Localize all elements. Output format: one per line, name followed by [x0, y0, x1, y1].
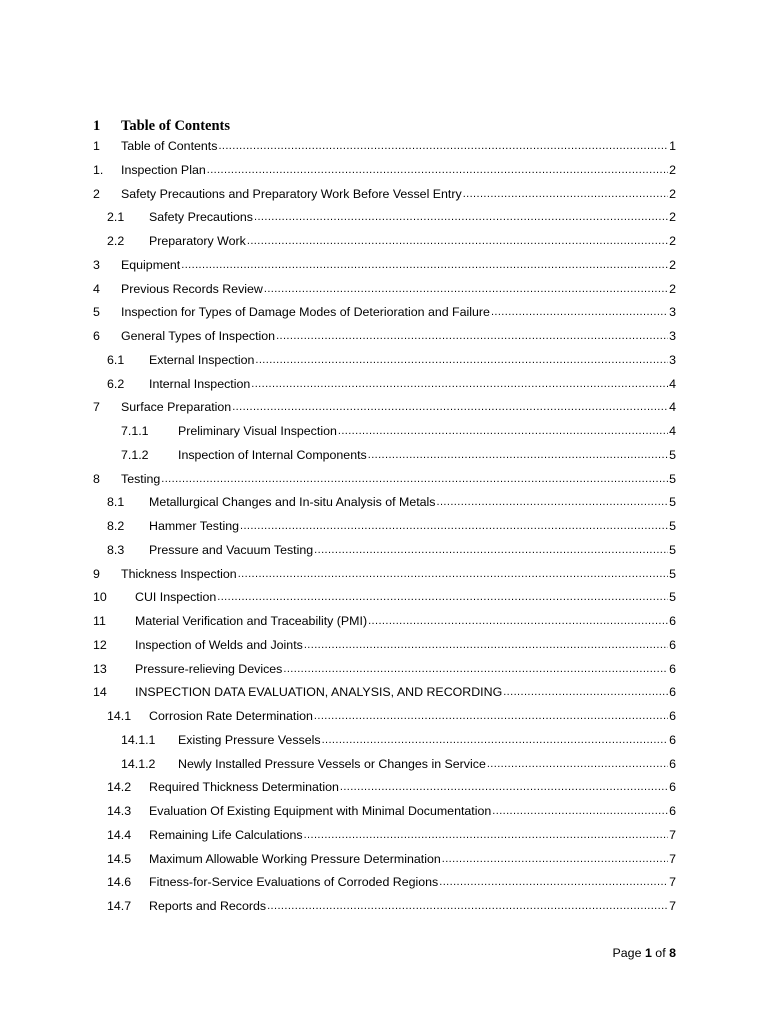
toc-entry[interactable] [107, 492, 676, 512]
toc-dot-leader [283, 663, 668, 679]
toc-entry[interactable] [107, 801, 676, 821]
toc-entry-page: 4 [669, 400, 676, 415]
toc-entry[interactable] [93, 682, 676, 702]
toc-entry-title: General Types of Inspection [121, 329, 276, 343]
toc-entry-number: 2 [93, 186, 100, 201]
toc-entry-number: 12 [93, 637, 107, 652]
toc-entry-title: Preparatory Work [149, 234, 246, 248]
toc-entry-number: 6.1 [107, 352, 125, 367]
toc-entry-number: 1 [93, 139, 100, 153]
toc-dot-leader [251, 378, 668, 394]
toc-entry-title: Required Thickness Determination [149, 780, 339, 795]
toc-entry-title: Inspection for Types of Damage Modes of Deterioration and Failure [121, 305, 490, 320]
toc-dot-leader [181, 259, 668, 275]
toc-dot-leader [322, 734, 669, 750]
toc-dot-leader [338, 425, 668, 441]
toc-entry-page: 2 [669, 257, 676, 272]
toc-entry-title: Existing Pressure Vessels [178, 732, 321, 747]
toc-entry-title: Newly Installed Pressure Vessels or Changes in Service [178, 756, 486, 771]
toc-entry[interactable] [93, 279, 676, 299]
toc-entry-title: Reports and Records [149, 899, 267, 913]
toc-entry-number: 14 [93, 685, 107, 700]
toc-entry-page: 2 [669, 281, 676, 296]
toc-entry-number: 7.1.2 [121, 447, 149, 462]
toc-entry[interactable] [93, 635, 676, 655]
toc-entry-title: Hammer Testing [149, 519, 239, 533]
toc-entry-number: 4 [93, 281, 100, 296]
toc-entry-page: 2 [669, 162, 676, 177]
footer-current-page: 1 [644, 946, 652, 960]
toc-entry-title: External Inspection [149, 352, 255, 367]
toc-entry-number: 13 [93, 661, 107, 676]
toc-entry[interactable] [107, 231, 676, 251]
toc-entry-title: Surface Preparation [121, 400, 232, 415]
toc-entry-title: Equipment [121, 257, 181, 272]
toc-entry[interactable] [93, 564, 676, 584]
toc-entry-page: 6 [669, 614, 676, 628]
toc-entry-title: Metallurgical Changes and In-situ Analysis of Metals [149, 495, 436, 510]
toc-entry-number: 2.1 [107, 210, 125, 225]
toc-entry[interactable] [93, 136, 676, 156]
toc-entry-title: INSPECTION DATA EVALUATION, ANALYSIS, AND RECORDING [135, 685, 503, 700]
toc-entry-page: 5 [669, 519, 676, 533]
toc-dot-leader [254, 211, 668, 227]
toc-entry-number: 14.5 [107, 851, 132, 866]
toc-dot-leader [232, 401, 668, 417]
toc-entry-title: Table of Contents [121, 139, 218, 153]
toc-entry-number: 5 [93, 305, 100, 320]
toc-entry[interactable] [93, 659, 676, 679]
toc-entry[interactable] [121, 421, 676, 441]
toc-entry[interactable] [93, 160, 676, 180]
toc-heading-number: 1 [93, 118, 101, 134]
toc-entry[interactable] [121, 754, 676, 774]
toc-dot-leader [304, 639, 668, 655]
toc-dot-leader [492, 805, 668, 821]
toc-entry-number: 14.1 [107, 709, 132, 723]
toc-entry-number: 14.4 [107, 827, 132, 842]
toc-entry-number: 7 [93, 400, 100, 415]
toc-entry[interactable] [93, 184, 676, 204]
footer-page-label: Page [612, 946, 642, 960]
toc-entry-page: 6 [669, 637, 676, 652]
toc-entry-page: 3 [669, 329, 676, 343]
toc-dot-leader [238, 568, 668, 584]
toc-entry-page: 3 [669, 305, 676, 320]
toc-entry-number: 14.1.1 [121, 732, 156, 747]
toc-entry-page: 7 [669, 899, 676, 913]
toc-entry-title: Pressure-relieving Devices [135, 661, 283, 676]
toc-entry-page: 5 [669, 495, 676, 510]
toc-entry-page: 3 [669, 352, 676, 367]
toc-entry-page: 4 [669, 376, 676, 391]
toc-entry-page: 6 [669, 804, 676, 818]
toc-entry[interactable] [93, 469, 676, 489]
toc-entry-page: 6 [669, 661, 676, 676]
toc-dot-leader [217, 591, 668, 607]
toc-entry[interactable] [93, 255, 676, 275]
toc-entry[interactable] [121, 730, 676, 750]
toc-entry[interactable] [107, 849, 676, 869]
toc-entry-title: Safety Precautions and Preparatory Work Before Vessel Entry [121, 186, 462, 201]
toc-heading [93, 118, 230, 135]
toc-entry-number: 2.2 [107, 234, 125, 248]
toc-entry[interactable] [107, 777, 676, 797]
toc-dot-leader [267, 900, 668, 916]
toc-entry-number: 14.1.2 [121, 756, 156, 771]
toc-entry-number: 3 [93, 257, 100, 272]
toc-entry-page: 6 [669, 780, 676, 795]
toc-entry-page: 2 [669, 210, 676, 225]
toc-entry-title: Evaluation Of Existing Equipment with Minimal Documentation [149, 804, 492, 818]
toc-entry[interactable] [107, 706, 676, 726]
toc-entry[interactable] [93, 326, 676, 346]
toc-dot-leader [340, 781, 668, 797]
toc-entry-number: 8.2 [107, 519, 125, 533]
toc-dot-leader [487, 758, 668, 774]
toc-entry-page: 6 [669, 709, 676, 723]
toc-dot-leader [314, 710, 668, 726]
toc-dot-leader [218, 140, 668, 156]
toc-entry-title: Previous Records Review [121, 281, 263, 296]
toc-entry-page: 5 [669, 566, 676, 581]
toc-dot-leader [240, 520, 668, 536]
toc-entry-number: 14.7 [107, 899, 132, 913]
toc-entry-title: Safety Precautions [149, 210, 254, 225]
toc-entry-title: Material Verification and Traceability (PMI) [135, 614, 368, 628]
toc-entry-page: 5 [669, 590, 676, 605]
toc-dot-leader [304, 829, 669, 845]
toc-entry-title: Pressure and Vacuum Testing [149, 542, 314, 557]
toc-entry-title: Maximum Allowable Working Pressure Determination [149, 851, 441, 866]
toc-dot-leader [264, 283, 668, 299]
toc-entry-number: 1. [93, 162, 104, 177]
toc-entry[interactable] [107, 540, 676, 560]
toc-entry-title: Corrosion Rate Determination [149, 709, 313, 723]
toc-dot-leader [463, 188, 668, 204]
toc-entry-title: Fitness-for-Service Evaluations of Corroded Regions [149, 875, 439, 890]
toc-entry-title: Testing [121, 471, 161, 486]
toc-entry-page: 1 [669, 139, 676, 153]
toc-entry-page: 4 [669, 424, 676, 438]
toc-dot-leader [368, 449, 668, 465]
toc-entry[interactable] [107, 896, 676, 916]
toc-entry-page: 5 [669, 447, 676, 462]
toc-dot-leader [442, 853, 668, 869]
toc-entry-page: 7 [669, 827, 676, 842]
toc-entry-title: Inspection of Internal Components [178, 447, 367, 462]
toc-entry-number: 6 [93, 329, 100, 343]
toc-entry-title: Preliminary Visual Inspection [178, 424, 337, 438]
toc-dot-leader [314, 544, 668, 560]
toc-dot-leader [247, 235, 668, 251]
toc-entry-page: 6 [669, 756, 676, 771]
toc-dot-leader [491, 306, 668, 322]
toc-entry[interactable] [93, 611, 676, 631]
toc-dot-leader [161, 473, 668, 489]
toc-entry-number: 8.1 [107, 495, 125, 510]
toc-entry-number: 14.3 [107, 804, 132, 818]
toc-entry-title: Inspection Plan [121, 162, 206, 177]
toc-entry[interactable] [107, 374, 676, 394]
toc-dot-leader [255, 354, 668, 370]
toc-dot-leader [207, 164, 668, 180]
toc-entry-number: 7.1.1 [121, 424, 149, 438]
toc-entry-page: 2 [669, 234, 676, 248]
page-footer [613, 946, 676, 960]
toc-entry-page: 5 [669, 471, 676, 486]
toc-entry-number: 14.2 [107, 780, 132, 795]
toc-entry[interactable] [107, 207, 676, 227]
footer-of-label: of [655, 946, 666, 960]
toc-entry-page: 6 [669, 685, 676, 700]
toc-entry-number: 8.3 [107, 542, 125, 557]
toc-entry-page: 5 [669, 542, 676, 557]
toc-entry-page: 2 [669, 186, 676, 201]
toc-entry-title: Remaining Life Calculations [149, 827, 303, 842]
toc-entry-number: 11 [93, 614, 106, 628]
toc-entry[interactable] [93, 302, 676, 322]
toc-entry-number: 8 [93, 471, 100, 486]
toc-entry-title: Thickness Inspection [121, 566, 237, 581]
toc-entry[interactable] [107, 872, 676, 892]
toc-entry[interactable] [107, 825, 676, 845]
toc-entry[interactable] [93, 397, 676, 417]
toc-dot-leader [368, 615, 668, 631]
toc-entry-page: 6 [669, 732, 676, 747]
toc-entry-title: CUI Inspection [135, 590, 217, 605]
toc-entry-number: 10 [93, 590, 107, 605]
toc-dot-leader [503, 686, 668, 702]
toc-entry[interactable] [93, 587, 676, 607]
toc-entry[interactable] [107, 516, 676, 536]
toc-dot-leader [276, 330, 668, 346]
toc-entry-number: 9 [93, 566, 100, 581]
toc-entry-title: Inspection of Welds and Joints [135, 637, 303, 652]
toc-entry-title: Internal Inspection [149, 376, 251, 391]
toc-entry-page: 7 [669, 851, 676, 866]
toc-entry[interactable] [107, 350, 676, 370]
toc-dot-leader [439, 876, 668, 892]
toc-entry-number: 6.2 [107, 376, 125, 391]
toc-dot-leader [437, 496, 669, 512]
footer-total-pages: 8 [669, 946, 676, 960]
toc-heading-title: Table of Contents [121, 118, 231, 134]
toc-entry-page: 7 [669, 875, 676, 890]
toc-entry[interactable] [121, 445, 676, 465]
toc-entry-number: 14.6 [107, 875, 132, 890]
